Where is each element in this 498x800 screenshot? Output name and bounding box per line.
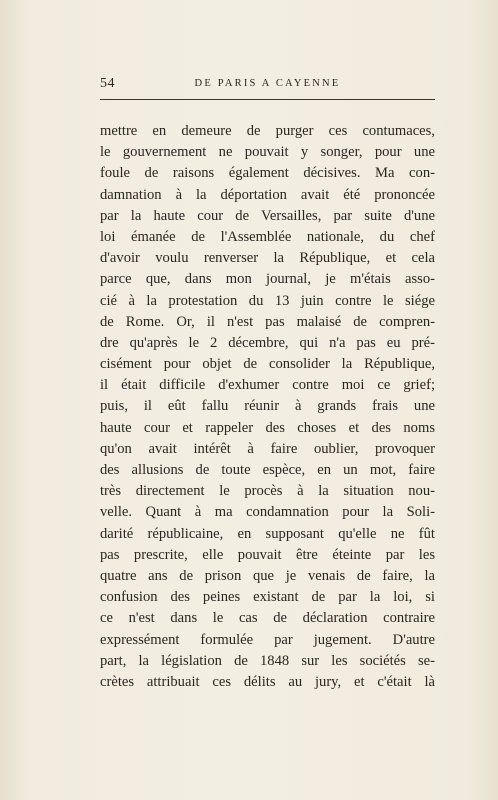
text-line: par la haute cour de Versailles, par suite d'une bbox=[100, 207, 435, 224]
running-title: DE PARIS A CAYENNE bbox=[194, 78, 341, 89]
text-line: il était difficile d'exhumer contre moi ce grief; bbox=[100, 377, 435, 394]
text-line: très directement le procès à la situation nou- bbox=[100, 483, 435, 500]
text-run: velle. Quant à ma condamnation pour la bbox=[100, 504, 407, 521]
text-line: qu'on avait intérêt à faire oublier, provoquer bbox=[100, 440, 435, 457]
text-line: expressément formulée par jugement. D'autre bbox=[100, 631, 435, 648]
text-line: foule de raisons également décisives. Ma con- bbox=[100, 165, 435, 182]
text-line: cisément pour objet de consolider la République, bbox=[100, 356, 435, 373]
text-line-mixed bbox=[100, 502, 435, 523]
text-line: pas prescrite, elle pouvait être éteinte par les bbox=[100, 546, 435, 563]
italic-run: Soli- bbox=[406, 504, 435, 521]
text-line: cié à la protestation du 13 juin contre le siége bbox=[100, 292, 435, 309]
text-line: haute cour et rappeler des choses et des noms bbox=[100, 419, 435, 436]
page-number: 54 bbox=[100, 76, 115, 91]
text-line: parce que, dans mon journal, je m'étais asso- bbox=[100, 271, 435, 288]
text-line: crètes attribuait ces délits au jury, et c'était là bbox=[100, 673, 435, 690]
header-rule bbox=[100, 99, 435, 100]
text-line: de Rome. Or, il n'est pas malaisé de compren- bbox=[100, 313, 435, 330]
page-header bbox=[100, 76, 435, 96]
text-line: des allusions de toute espèce, en un mot, faire bbox=[100, 462, 435, 478]
text-line: quatre ans de prison que je venais de faire, la bbox=[100, 567, 435, 584]
text-line: le gouvernement ne pouvait y songer, pour une bbox=[100, 144, 435, 161]
text-line: puis, il eût fallu réunir à grands frais une bbox=[100, 398, 435, 415]
text-line: mettre en demeure de purger ces contumaces, bbox=[100, 123, 435, 139]
text-line: dre qu'après le 2 décembre, qui n'a pas eu pré- bbox=[100, 334, 435, 351]
text-line: part, la législation de 1848 sur les sociétés se- bbox=[100, 652, 435, 669]
body-text bbox=[100, 121, 435, 693]
text-line: confusion des peines existant de par la loi, si bbox=[100, 589, 435, 606]
italic-run: darité républicaine bbox=[100, 525, 220, 542]
text-line-mixed bbox=[100, 524, 435, 545]
text-line: damnation à la déportation avait été prononcée bbox=[100, 186, 435, 203]
text-run: , en supposant qu'elle ne fût bbox=[219, 525, 435, 542]
text-line: ce n'est dans le cas de déclaration contraire bbox=[100, 610, 435, 627]
text-line: d'avoir voulu renverser la République, et cela bbox=[100, 250, 435, 267]
text-line: loi émanée de l'Assemblée nationale, du chef bbox=[100, 228, 435, 245]
